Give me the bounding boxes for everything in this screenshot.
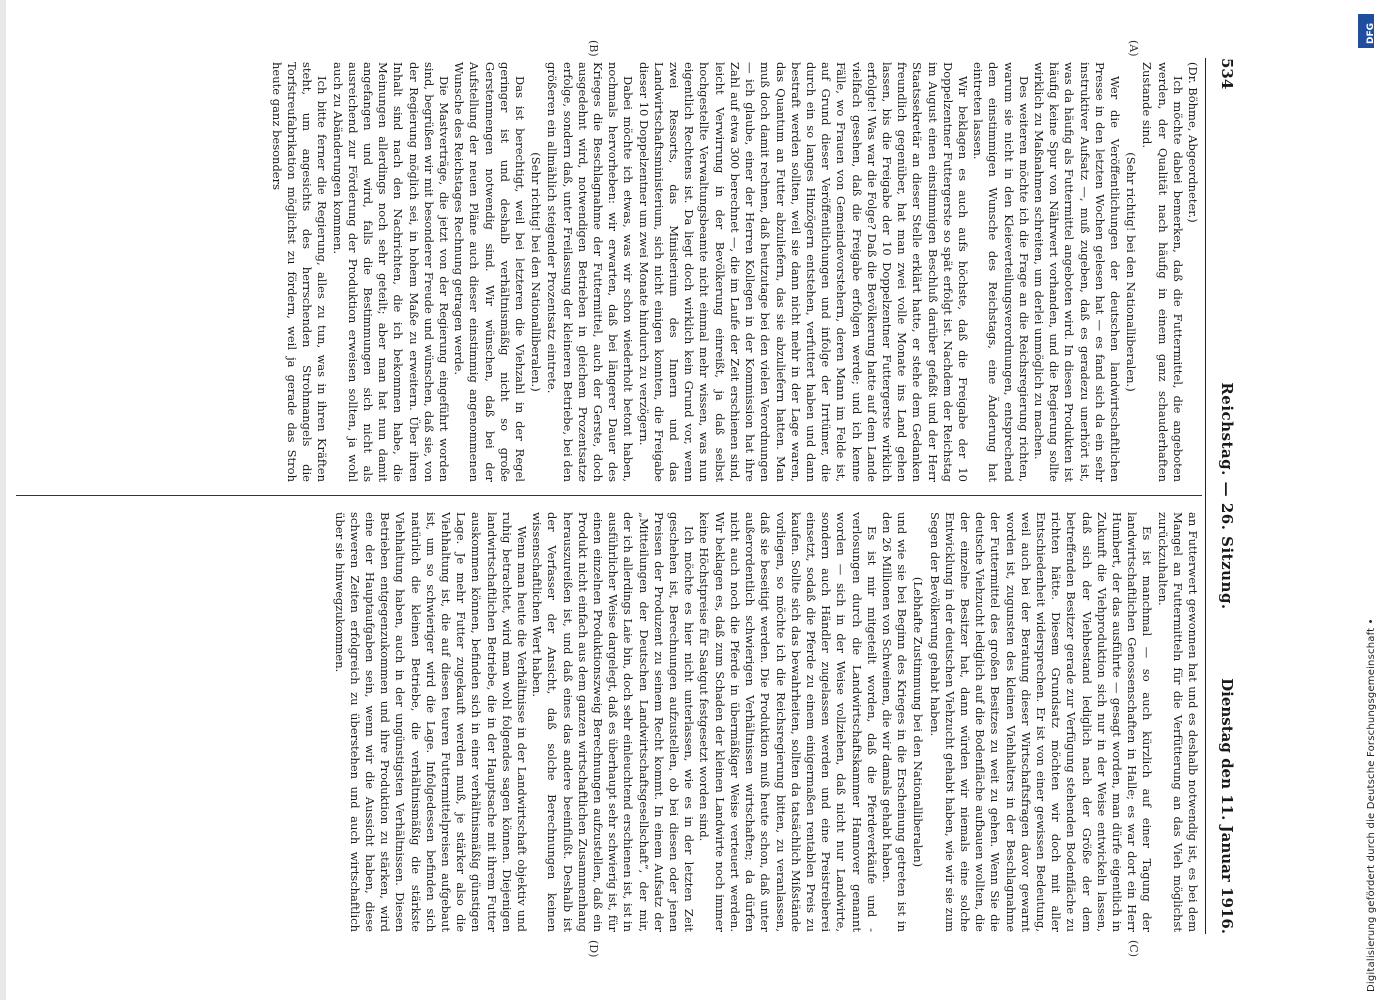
right-paragraph-4: Es ist mir mitgeteilt worden, daß die Pferdeverkäufe und -verlosungen durch die Landwirtschaftskammer Hannover genannt worden — sich in der Weise vollziehen, daß nicht nur Landwirte, sondern auch Händler zugelassen werden und eine Preistreiberei einsetzt, sodaß die Pferde zu einem einigermaßen rentablen Preis zu kaufen. Sollte sich das bewahrheiten, sollten da tatsächlich Mißstände vorliegen, so möchte ich die Reichsregierung bitten, zu veranlassen, daß sie beseitigt werden. Die Produktion muß heute schon, daß unter außerordentlich schwierigen Verhältnissen wirtschaften; da dürfen nicht auch noch die Pferde in übermäßiger Weise verteuert werden. Wir beklagen es, daß zum Schaden der kleinen Landwirte noch immer keine Höchstpreise für Saatgut festgesetzt worden sind.	[697, 512, 879, 932]
page-number: 534	[1218, 58, 1236, 90]
right-paragraph-5: Ich möchte es hier nicht unterlassen, wie es in der letzten Zeit geschehen ist, Berechnungen aufzustellen, ob bei diesen oder jenen Preisen der Produzent zu seinem Recht kommt. In einem Aufsatz der „Mitteilungen der Deutschen Landwirtschaftsgesellschaft“, der mir, der ich allerdings Laie bin, doch sehr einleuchtend erschienen ist, ist in ausführlicher Weise dargelegt, daß es überhaupt sehr schwierig ist, für einen einzelnen Produktionszweig Berechnungen aufzustellen, daß ein Produkt nicht einfach aus dem ganzen wirtschaftlichen Zusammenhang herauszureißen ist, und daß eines das andere beeinflußt. Deshalb ist der Verfasser der Ansicht, daß solche Berechnungen keinen wissenschaftlichen Wert haben.	[530, 512, 697, 932]
digitization-credit	[1355, 8, 1377, 992]
left-aside-2: (Sehr richtig! bei den Nationalliberalen.)	[529, 152, 544, 392]
left-paragraph-4: Wir beklagen es auch aufs höchste, daß die Freigabe der 10 Doppelzentner Futtergerste so spät erfolgt ist. Nachdem der Reichstag im August einen einstimmigen Beschluß darüber gefaßt und der Herr Staatssekretär an dieser Stelle erklärt hatte, er stehe dem Gedanken freundlich gegenüber, hat man zwei volle Monate ins Land gehen lassen, bis die Freigabe der 10 Doppelzentner Futtergerste wirklich erfolgte! Was war die Folge? Daß die Bevölkerung hatte auf dem Lande vielfach gesehen, daß die Freigabe erfolgen werde; und ich kenne Fälle, wo Frauen von Gemeindevorstehern, deren Mann im Felde ist, auf Grund dieser Veröffentlichungen und infolge der Irrtümer, die durch ein so langes Hinzögern entstehen, verfuttert haben und dann bestraft werden sollten, weil sie dann nicht mehr in der Lage waren, das Quantum an Futter abzuliefern, das sie abzuliefern hatten. Man muß doch damit rechnen, daß heutzutage bei den vielen Verordnungen — ich glaube, einer der Herren Kollegen in der Kommission hat ihre Zahl auf etwa 300 berechnet —, die im Laufe der Zeit erschienen sind, leicht Verwirrung in der Bevölkerung einreißt, ja daß selbst hochgestellte Verwaltungsbeamte nicht einmal mehr wissen, was nun eigentlich Rechtens ist. Da liegt doch wirklich kein Grund vor, wenn zwei Ressorts, das Ministerium des Innern und das Landwirtschaftsministerium, sich nicht einigen konnten, die Freigabe dieser 10 Doppelzentner um zwei Monate hindurch zu verzögern.	[636, 62, 970, 482]
dfg-logo	[1358, 14, 1374, 48]
margin-mark-a: (A)	[1127, 40, 1140, 57]
left-paragraph-3: Des weiteren möchte ich die Frage an die Reichsregierung richten, warum sie nicht in den Kleieverteilungsverordnungen, entsprechend dem einstimmigen Wunsche des Reichstags, eine Änderung hat eintreten lassen.	[971, 62, 1031, 482]
right-paragraph-2: Es ist manchmal — so auch kürzlich auf einer Tagung der landwirtschaftlichen Genossenschaften in Halle; es war dort ein Herr Humbert, der das ausführte — gesagt worden, man dürfe eigentlich in Zukunft die Viehproduktion sich nur in der Weise entwickeln lassen, daß sich der Viehbestand lediglich nach der Größe der dem betreffenden Besitzer gerade zur Verfügung stehenden Bodenfläche zu richten hätte. Diesem Grundsatz möchten wir doch mit aller Entschiedenheit widersprechen. Er ist von einer gewissen Bedeutung, weil auch bei der Beratung dieser Wirtschaftsfragen davor gewarnt worden ist, zugunsten des kleinen Viehhalters in der Beschlagnahme der Futtermittel des großen Besitzes zu weit zu gehen. Wenn Sie die deutsche Viehzucht lediglich auf die Bodenfläche aufbauen wollten, die der einzelne Besitzer hat, dann würden wir niemals eine solche Entwicklung in der deutschen Viehzucht gehabt haben, wie wir sie zum Segen der Bevölkerung gehabt haben.	[927, 512, 1155, 932]
right-paragraph-3: und wie sie bei Beginn des Krieges in die Erscheinung getreten ist in den 26 Millionen von Schweinen, die wir damals gehabt haben.	[879, 512, 910, 932]
session-title: Reichstag. — 26. Sitzung.	[1218, 382, 1236, 610]
left-column	[15, 62, 1200, 482]
right-aside-1: (Lebhafte Zustimmung bei den Nationalliberalen)	[911, 576, 926, 868]
right-paragraph-6: Wenn man heute die Verhältnisse in der Landwirtschaft objektiv und ruhig betrachtet, wird man wohl folgendes sagen können. Diejenigen landwirtschaftlichen Betriebe, die in der Hauptsache mit ihrem Futter auskommen können, befinden sich in einer verhältnismäßig günstigen Lage. Je mehr Futter zugekauft werden muß, je stärker also die Viehhaltung ist, die auf diesen teuren Futtermittelpreisen aufgebaut ist, um so schwieriger wird die Lage. Infolgedessen befinden sich natürlich die kleinen Betriebe, die verhältnismäßig die stärkste Viehhaltung haben, auch in der ungünstigsten Verhältnissen. Diesen Betrieben entgegenzukommen und ihre Produktion zu stärken, wird eine der Hauptaufgaben sein, wenn wir die Aussicht haben, diese schweren Zeiten erfolgreich zu überstehen und auch wirtschaftlich über sie hinwegzukommen.	[332, 512, 530, 932]
left-paragraph-5: Dabei möchte ich etwas, was wir schon wiederholt betont haben, nochmals hervorheben: wir erwarten, daß bei längerer Dauer des Krieges die Beschlagnahme der Futtermittel, auch der Gerste, doch ausgedehnt wird, notwendigen Betrieben in gleichem Prozentsatze erfolge, sondern daß, unter Freilassung der kleineren Betriebe, bei den größeren ein allmählich steigender Prozentsatz eintrete.	[545, 62, 636, 482]
margin-mark-d: (D)	[587, 940, 600, 958]
speaker-intro: (Dr. Böhme, Abgeordneter.)	[1186, 62, 1200, 223]
session-date: Dienstag den 11. Januar 1916.	[1218, 678, 1236, 934]
credit-text: Digitalisierung gefördert durch die Deutsche Forschungsgemeinschaft •	[1366, 618, 1377, 992]
right-column	[15, 512, 1200, 932]
left-paragraph-2: Wer die Veröffentlichungen der deutschen landwirtschaftlichen Presse in den letzten Wochen gelesen hat — es fand sich da ein sehr instruktiver Aufsatz —, muß zugeben, daß es geradezu unerhört ist, was da häufig als Futtermittel angeboten wird. In diesen Produkten ist häufig keine Spur von Nährwert vorhanden, und die Regierung sollte wirklich zu Maßnahmen schreiten, um derlei unmöglich zu machen.	[1031, 62, 1122, 482]
margin-mark-c: (C)	[1127, 940, 1140, 957]
left-paragraph-7: Die Mastverträge, die jetzt von der Regierung eingeführt worden sind, begrüßen wir mit besonderer Freude und wünschen, daß sie, von der Regierung möglich sei, in hohem Maße zu erweitern. Über ihren Inhalt sind nach den Nachrichten, die ich bekommen habe, die Meinungen allerdings noch sehr geteilt; aber man hat nun damit angefangen und wird, falls die Bestimmungen sich nicht als ausreichend zur Förderung der Produktion erweisen sollten, ja wohl auch zu Abänderungen kommen.	[330, 62, 452, 482]
margin-mark-b: (B)	[587, 40, 600, 57]
right-paragraph-1: an Futterwert gewonnen hat und es deshalb notwendig ist, es bei dem Mangel an Futtermitteln für die Verfütterung an das Vieh möglichst zurückzuhalten.	[1155, 512, 1200, 932]
left-paragraph-8: Ich bitte ferner die Regierung, alles zu tun, was in ihren Kräften steht, um angesichts des herrschenden Strohmangels die Torfstreufabrikation möglichst zu fördern, weil ja gerade das Stroh heute ganz besonders	[269, 62, 330, 482]
left-paragraph-1: Ich möchte dabei bemerken, daß die Futtermittel, die angeboten werden, der Qualität nach häufig in einem ganz schauderhaften Zustande sind.	[1140, 62, 1185, 482]
header-rule	[1205, 58, 1206, 934]
dfg-logo-text: DFG	[1366, 22, 1376, 44]
left-aside-1: (Sehr richtig! bei den Nationalliberalen.)	[1124, 152, 1139, 392]
page-header	[1210, 58, 1238, 934]
column-divider	[16, 495, 1202, 496]
left-paragraph-6: Das ist berechtigt, weil bei letzteren die Viehzahl in der Regel geringer ist und deshalb verhältnismäßig nicht so große Gerstenmengen notwendig sind. Wir wünschen, daß bei der Aufstellung der neuen Pläne auch dieser einstimmig angenommenen Wunsche des Reichstages Rechnung getragen werde.	[452, 62, 528, 482]
